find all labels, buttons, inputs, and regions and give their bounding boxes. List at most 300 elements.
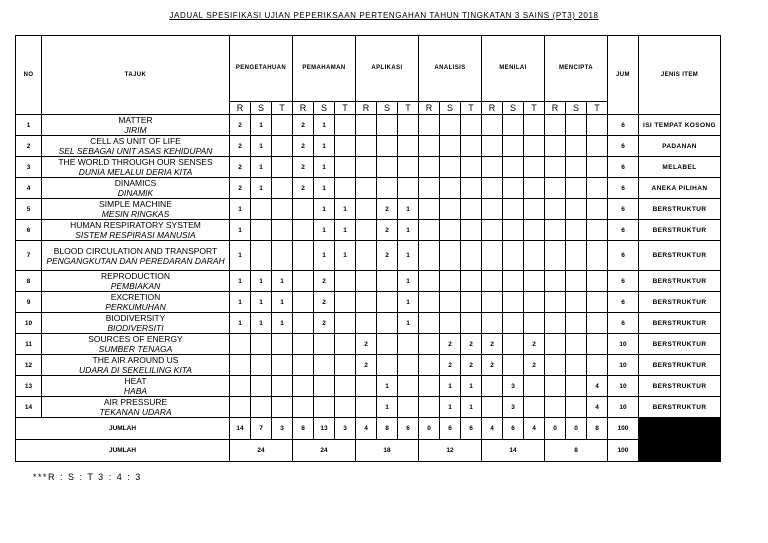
total-cell: 6	[440, 418, 461, 440]
score-cell	[419, 397, 440, 418]
score-cell: 2	[293, 178, 314, 199]
item-type-cell: BERSTRUKTUR	[639, 241, 721, 271]
category-total-cell: 12	[419, 440, 482, 462]
score-cell: 2	[524, 334, 545, 355]
score-cell	[587, 115, 608, 136]
score-cell	[272, 199, 293, 220]
header-row	[16, 36, 721, 102]
score-cell: 1	[251, 313, 272, 334]
total-cell: 3	[272, 418, 293, 440]
score-cell	[482, 115, 503, 136]
score-cell	[230, 397, 251, 418]
score-cell	[272, 355, 293, 376]
score-cell	[377, 334, 398, 355]
score-cell	[356, 376, 377, 397]
topic-cell	[42, 313, 230, 334]
score-cell: 1	[272, 292, 293, 313]
row-number: 3	[16, 157, 42, 178]
score-cell	[482, 241, 503, 271]
score-cell: 2	[377, 220, 398, 241]
score-cell: 1	[251, 115, 272, 136]
score-cell	[251, 376, 272, 397]
score-cell	[461, 136, 482, 157]
score-cell	[377, 115, 398, 136]
score-cell	[272, 157, 293, 178]
black-cell	[639, 418, 721, 462]
category-total-cell: 18	[356, 440, 419, 462]
table-row	[16, 355, 721, 376]
score-cell: 1	[251, 178, 272, 199]
subheader-r: R	[419, 102, 440, 115]
score-cell: 2	[230, 136, 251, 157]
score-cell: 1	[230, 241, 251, 271]
category-totals-label: JUMLAH	[16, 440, 230, 462]
topic-cell	[42, 115, 230, 136]
score-cell	[356, 292, 377, 313]
score-cell	[419, 355, 440, 376]
score-cell: 2	[461, 334, 482, 355]
row-number: 12	[16, 355, 42, 376]
score-cell	[461, 313, 482, 334]
score-cell	[482, 136, 503, 157]
score-cell	[482, 397, 503, 418]
total-cell: 6	[461, 418, 482, 440]
score-cell: 2	[314, 271, 335, 292]
score-cell: 1	[314, 220, 335, 241]
score-cell	[293, 292, 314, 313]
score-cell: 1	[398, 199, 419, 220]
score-cell	[398, 397, 419, 418]
totals-row	[16, 418, 721, 440]
jum-cell: 6	[608, 157, 639, 178]
score-cell	[524, 397, 545, 418]
jum-cell: 10	[608, 334, 639, 355]
score-cell	[503, 220, 524, 241]
table-row	[16, 115, 721, 136]
ratio-note: ***R : S : T 3 : 4 : 3	[33, 472, 142, 482]
score-cell	[251, 397, 272, 418]
score-cell: 2	[293, 136, 314, 157]
subheader-t: T	[461, 102, 482, 115]
score-cell	[587, 220, 608, 241]
score-cell	[335, 355, 356, 376]
row-number: 4	[16, 178, 42, 199]
score-cell	[293, 397, 314, 418]
jum-cell: 10	[608, 355, 639, 376]
item-type-cell: BERSTRUKTUR	[639, 397, 721, 418]
score-cell: 1	[230, 271, 251, 292]
score-cell	[440, 220, 461, 241]
score-cell	[482, 376, 503, 397]
item-type-cell: BERSTRUKTUR	[639, 199, 721, 220]
score-cell	[440, 313, 461, 334]
topic-malay: SEL SEBAGAI UNIT ASAS KEHIDUPAN	[58, 146, 213, 156]
score-cell	[503, 115, 524, 136]
score-cell	[440, 199, 461, 220]
row-number: 13	[16, 376, 42, 397]
table-row	[16, 313, 721, 334]
total-cell: 3	[335, 418, 356, 440]
score-cell: 2	[461, 355, 482, 376]
category-total-cell: 24	[230, 440, 293, 462]
score-cell	[419, 199, 440, 220]
total-cell: 0	[419, 418, 440, 440]
score-cell	[272, 115, 293, 136]
jum-cell: 6	[608, 292, 639, 313]
table-row	[16, 220, 721, 241]
score-cell	[461, 220, 482, 241]
score-cell	[566, 271, 587, 292]
score-cell	[335, 136, 356, 157]
score-cell	[587, 199, 608, 220]
score-cell	[545, 271, 566, 292]
topic-cell	[42, 157, 230, 178]
score-cell: 1	[314, 115, 335, 136]
score-cell	[272, 241, 293, 271]
score-cell	[293, 271, 314, 292]
score-cell	[482, 313, 503, 334]
score-cell	[314, 376, 335, 397]
topic-cell	[42, 178, 230, 199]
subheader-r: R	[356, 102, 377, 115]
score-cell	[545, 220, 566, 241]
row-number: 9	[16, 292, 42, 313]
score-cell	[293, 313, 314, 334]
score-cell: 1	[398, 241, 419, 271]
score-cell: 1	[314, 241, 335, 271]
score-cell	[335, 397, 356, 418]
table-row	[16, 292, 721, 313]
topic-english: BLOOD CIRCULATION AND TRANSPORT	[53, 245, 218, 256]
topic-malay: DUNIA MELALUI DERIA KITA	[78, 167, 193, 177]
topic-malay: PENGANGKUTAN DAN PEREDARAN DARAH	[46, 255, 225, 266]
total-cell: 8	[587, 418, 608, 440]
item-type-cell: BERSTRUKTUR	[639, 355, 721, 376]
score-cell	[524, 199, 545, 220]
jum-cell: 6	[608, 136, 639, 157]
score-cell	[545, 115, 566, 136]
score-cell	[335, 292, 356, 313]
row-number: 7	[16, 241, 42, 271]
total-cell: 13	[314, 418, 335, 440]
row-number: 8	[16, 271, 42, 292]
score-cell	[587, 241, 608, 271]
score-cell	[440, 178, 461, 199]
score-cell	[356, 199, 377, 220]
total-cell: 4	[524, 418, 545, 440]
table-row	[16, 178, 721, 199]
subheader-s: S	[377, 102, 398, 115]
item-type-cell: BERSTRUKTUR	[639, 376, 721, 397]
score-cell	[524, 313, 545, 334]
score-cell	[524, 292, 545, 313]
score-cell	[566, 157, 587, 178]
score-cell: 4	[587, 397, 608, 418]
score-cell	[545, 313, 566, 334]
score-cell	[272, 220, 293, 241]
score-cell	[524, 136, 545, 157]
score-cell	[251, 241, 272, 271]
header-pemahaman: PEMAHAMAN	[293, 36, 356, 102]
table-row	[16, 334, 721, 355]
score-cell	[503, 271, 524, 292]
score-cell: 1	[272, 313, 293, 334]
score-cell	[461, 115, 482, 136]
score-cell: 1	[314, 199, 335, 220]
total-cell: 14	[230, 418, 251, 440]
subheader-t: T	[398, 102, 419, 115]
score-cell	[419, 115, 440, 136]
header-no: NO	[16, 36, 42, 115]
topic-english: EXCRETION	[110, 292, 161, 302]
score-cell	[356, 115, 377, 136]
score-cell	[440, 157, 461, 178]
score-cell	[398, 355, 419, 376]
score-cell: 1	[251, 136, 272, 157]
item-type-cell: BERSTRUKTUR	[639, 334, 721, 355]
score-cell	[398, 136, 419, 157]
score-cell	[356, 178, 377, 199]
score-cell	[503, 241, 524, 271]
score-cell	[272, 376, 293, 397]
score-cell	[461, 157, 482, 178]
score-cell	[251, 355, 272, 376]
score-cell	[461, 292, 482, 313]
score-cell: 1	[251, 157, 272, 178]
score-cell	[398, 376, 419, 397]
score-cell	[230, 355, 251, 376]
score-cell	[356, 241, 377, 271]
score-cell	[566, 334, 587, 355]
score-cell	[482, 220, 503, 241]
topic-malay: TEKANAN UDARA	[99, 407, 172, 417]
topic-english: BIODIVERSITY	[105, 313, 166, 323]
topic-english: REPRODUCTION	[101, 271, 170, 281]
item-type-cell: BERSTRUKTUR	[639, 313, 721, 334]
item-type-cell: ANEKA PILIHAN	[639, 178, 721, 199]
item-type-cell: BERSTRUKTUR	[639, 271, 721, 292]
header-pengetahuan: PENGETAHUAN	[230, 36, 293, 102]
topic-english: SIMPLE MACHINE	[99, 199, 172, 209]
table-row	[16, 199, 721, 220]
total-cell: 7	[251, 418, 272, 440]
score-cell	[503, 157, 524, 178]
subheader-t: T	[524, 102, 545, 115]
topic-malay: HABA	[123, 386, 148, 396]
topic-english: THE WORLD THROUGH OUR SENSES	[58, 157, 213, 167]
score-cell: 2	[524, 355, 545, 376]
score-cell: 1	[314, 178, 335, 199]
topic-malay: SUMBER TENAGA	[98, 344, 173, 354]
score-cell: 2	[440, 334, 461, 355]
score-cell: 3	[503, 376, 524, 397]
score-cell	[398, 178, 419, 199]
score-cell	[377, 292, 398, 313]
table-row	[16, 397, 721, 418]
jum-cell: 10	[608, 397, 639, 418]
score-cell	[587, 178, 608, 199]
score-cell	[356, 220, 377, 241]
score-cell	[377, 355, 398, 376]
category-total-jum: 100	[608, 440, 639, 462]
score-cell	[335, 313, 356, 334]
row-number: 1	[16, 115, 42, 136]
row-number: 10	[16, 313, 42, 334]
total-cell: 0	[545, 418, 566, 440]
score-cell: 2	[377, 241, 398, 271]
table-body	[16, 115, 721, 418]
score-cell	[587, 313, 608, 334]
score-cell	[566, 355, 587, 376]
score-cell	[272, 178, 293, 199]
table-row	[16, 157, 721, 178]
score-cell	[398, 334, 419, 355]
score-cell: 4	[587, 376, 608, 397]
topic-cell	[42, 376, 230, 397]
score-cell: 2	[314, 313, 335, 334]
score-cell: 1	[251, 271, 272, 292]
topic-cell	[42, 292, 230, 313]
subheader-r: R	[482, 102, 503, 115]
score-cell: 1	[314, 157, 335, 178]
score-cell	[335, 271, 356, 292]
subheader-s: S	[251, 102, 272, 115]
score-cell	[440, 241, 461, 271]
header-mencipta: MENCIPTA	[545, 36, 608, 102]
score-cell	[293, 334, 314, 355]
score-cell	[566, 220, 587, 241]
topic-cell	[42, 199, 230, 220]
score-cell: 1	[314, 136, 335, 157]
header-aplikasi: APLIKASI	[356, 36, 419, 102]
score-cell	[566, 397, 587, 418]
score-cell	[545, 355, 566, 376]
table-row	[16, 376, 721, 397]
score-cell: 1	[398, 220, 419, 241]
topic-english: SOURCES OF ENERGY	[88, 334, 183, 344]
total-cell: 0	[566, 418, 587, 440]
score-cell	[587, 355, 608, 376]
score-cell	[482, 271, 503, 292]
score-cell	[461, 178, 482, 199]
score-cell: 2	[482, 334, 503, 355]
score-cell: 1	[461, 397, 482, 418]
score-cell	[524, 115, 545, 136]
total-jum: 100	[608, 418, 639, 440]
score-cell	[524, 241, 545, 271]
score-cell	[440, 115, 461, 136]
score-cell	[545, 241, 566, 271]
row-number: 14	[16, 397, 42, 418]
totals-label: JUMLAH	[16, 418, 230, 440]
topic-english: MATTER	[118, 115, 153, 125]
score-cell	[545, 157, 566, 178]
score-cell	[524, 376, 545, 397]
subheader-s: S	[440, 102, 461, 115]
table-row	[16, 271, 721, 292]
row-number: 11	[16, 334, 42, 355]
item-type-cell: BERSTRUKTUR	[639, 292, 721, 313]
score-cell: 1	[440, 397, 461, 418]
topic-malay: JIRIM	[124, 125, 147, 135]
score-cell	[482, 199, 503, 220]
score-cell	[482, 292, 503, 313]
score-cell	[419, 136, 440, 157]
score-cell	[503, 178, 524, 199]
category-total-cell: 24	[293, 440, 356, 462]
score-cell	[566, 178, 587, 199]
topic-cell	[42, 220, 230, 241]
topic-cell	[42, 241, 230, 271]
score-cell	[545, 292, 566, 313]
subheader-s: S	[314, 102, 335, 115]
score-cell	[545, 397, 566, 418]
score-cell	[356, 157, 377, 178]
item-type-cell: ISI TEMPAT KOSONG	[639, 115, 721, 136]
score-cell	[482, 178, 503, 199]
score-cell	[356, 313, 377, 334]
score-cell	[377, 157, 398, 178]
subheader-r: R	[545, 102, 566, 115]
topic-english: THE AIR AROUND US	[92, 355, 179, 365]
topic-english: HEAT	[124, 376, 147, 386]
score-cell	[335, 115, 356, 136]
score-cell	[314, 397, 335, 418]
score-cell	[335, 334, 356, 355]
score-cell: 1	[398, 292, 419, 313]
score-cell: 2	[356, 334, 377, 355]
score-cell	[335, 178, 356, 199]
jum-cell: 6	[608, 241, 639, 271]
topic-cell	[42, 136, 230, 157]
header-analisis: ANALISIS	[419, 36, 482, 102]
total-cell: 6	[503, 418, 524, 440]
total-cell: 4	[482, 418, 503, 440]
subheader-t: T	[272, 102, 293, 115]
score-cell: 1	[230, 220, 251, 241]
document-title: JADUAL SPESIFIKASI UJIAN PEPERIKSAAN PERTENGAHAN TAHUN TINGKATAN 3 SAINS (PT3) 2018	[169, 11, 599, 20]
score-cell	[419, 157, 440, 178]
topic-cell	[42, 271, 230, 292]
score-cell: 1	[377, 376, 398, 397]
score-cell	[587, 271, 608, 292]
table-row	[16, 241, 721, 271]
score-cell	[251, 199, 272, 220]
header-jum: JUM	[608, 36, 639, 115]
category-totals-row	[16, 440, 721, 462]
jum-cell: 6	[608, 115, 639, 136]
score-cell	[398, 157, 419, 178]
score-cell	[251, 334, 272, 355]
header-jenis-item: JENIS ITEM	[639, 36, 721, 115]
score-cell	[230, 334, 251, 355]
score-cell	[419, 271, 440, 292]
score-cell	[545, 376, 566, 397]
score-cell	[440, 292, 461, 313]
score-cell: 2	[293, 115, 314, 136]
score-cell	[503, 334, 524, 355]
score-cell: 3	[503, 397, 524, 418]
score-cell	[545, 136, 566, 157]
subheader-r: R	[230, 102, 251, 115]
topic-malay: PEMBIAKAN	[110, 281, 161, 291]
score-cell	[545, 334, 566, 355]
score-cell	[566, 115, 587, 136]
score-cell	[293, 376, 314, 397]
score-cell	[503, 292, 524, 313]
topic-malay: MESIN RINGKAS	[101, 209, 170, 219]
score-cell	[272, 397, 293, 418]
